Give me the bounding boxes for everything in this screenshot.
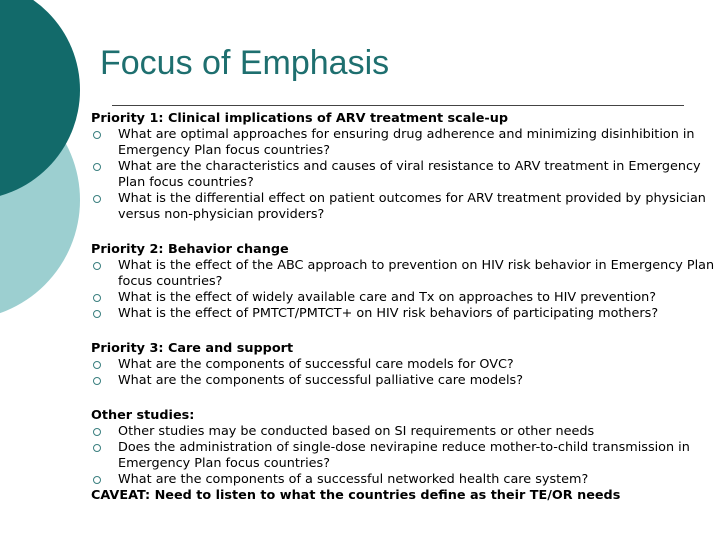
bullet-icon	[93, 428, 101, 436]
bullet-icon	[93, 262, 101, 270]
list-item-text: What are the characteristics and causes of viral resistance to ARV treatment in Emergency Plan focus countries?	[118, 159, 701, 190]
list-item	[91, 127, 717, 159]
bullet-icon	[93, 361, 101, 369]
list-item-text: Does the administration of single-dose nevirapine reduce mother-to-child transmission in Emergency Plan focus countries?	[118, 440, 690, 471]
bullet-icon	[93, 377, 101, 385]
section-heading: Priority 3: Care and support	[91, 341, 294, 356]
list-item	[91, 440, 717, 472]
list-item-text: What are the components of successful care models for OVC?	[118, 357, 514, 372]
list-item	[91, 290, 717, 306]
list-item-text: What is the effect of widely available care and Tx on approaches to HIV prevention?	[118, 290, 657, 305]
bullet-icon	[93, 131, 101, 139]
section-heading: Priority 1: Clinical implications of ARV treatment scale-up	[91, 111, 509, 126]
caveat-note: CAVEAT: Need to listen to what the countries define as their TE/OR needs	[91, 488, 621, 503]
list-item-text: Other studies may be conducted based on SI requirements or other needs	[118, 424, 595, 439]
section-heading: Other studies:	[91, 408, 195, 423]
list-item	[91, 258, 717, 290]
bullet-icon	[93, 476, 101, 484]
list-item	[91, 424, 717, 440]
section-priority-1	[91, 111, 717, 223]
bullet-icon	[93, 163, 101, 171]
list-item-text: What is the differential effect on patient outcomes for ARV treatment provided by physician versus non-physician providers?	[118, 191, 706, 222]
list-item	[91, 191, 717, 223]
list-item-text: What is the effect of the ABC approach to prevention on HIV risk behavior in Emergency Plan focus countries?	[118, 258, 715, 289]
list-item	[91, 472, 717, 488]
list-item	[91, 357, 717, 373]
bullet-icon	[93, 444, 101, 452]
section-priority-3	[91, 341, 717, 389]
list-item	[91, 373, 717, 389]
list-item	[91, 159, 717, 191]
slide-body	[91, 111, 717, 504]
title-divider	[112, 105, 684, 106]
bullet-icon	[93, 310, 101, 318]
dark-teal-circle	[0, 0, 80, 200]
list-item-text: What is the effect of PMTCT/PMTCT+ on HIV risk behaviors of participating mothers?	[118, 306, 659, 321]
section-heading: Priority 2: Behavior change	[91, 242, 289, 257]
list-item-text: What are the components of successful palliative care models?	[118, 373, 524, 388]
light-teal-circle	[0, 80, 80, 320]
bullet-icon	[93, 294, 101, 302]
bullet-icon	[93, 195, 101, 203]
section-other-studies	[91, 408, 717, 504]
list-item	[91, 306, 717, 322]
section-priority-2	[91, 242, 717, 322]
list-item-text: What are optimal approaches for ensuring drug adherence and minimizing disinhibition in Emergency Plan focus countries?	[118, 127, 695, 158]
list-item-text: What are the components of a successful networked health care system?	[118, 472, 589, 487]
slide-title: Focus of Emphasis	[100, 44, 390, 82]
